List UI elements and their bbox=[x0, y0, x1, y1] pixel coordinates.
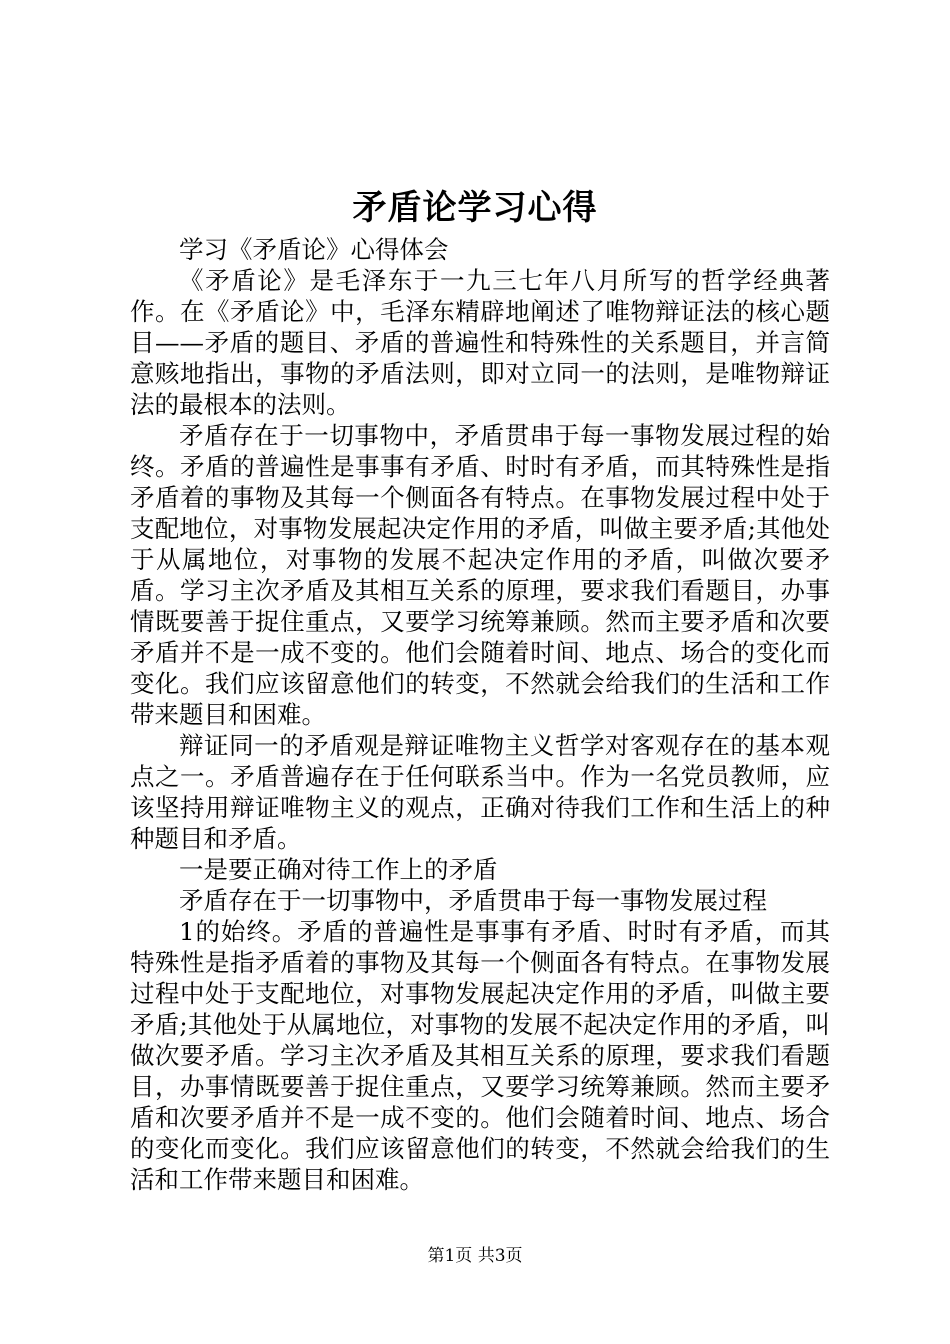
paragraph-dialectic: 辩证同一的矛盾观是辩证唯物主义哲学对客观存在的基本观点之一。矛盾普遍存在于任何联系当中。作为一名党员教师，应该坚持用辩证唯物主义的观点，正确对待我们工作和生活上的种种题目和矛盾。 bbox=[130, 731, 830, 853]
paragraph-repeat-body: 1的始终。矛盾的普遍性是事事有矛盾、时时有矛盾，而其特殊性是指矛盾着的事物及其每一个侧面各有特点。在事物发展过程中处于支配地位，对事物发展起决定作用的矛盾，叫做主要矛盾;其他处于从属地位，对事物的发展不起决定作用的矛盾，叫做次要矛盾。学习主次矛盾及其相互关系的原理，要求我们看题目，办事情既要善于捉住重点，又要学习统筹兼顾。然而主要矛盾和次要矛盾并不是一成不变的。他们会随着时间、地点、场合的变化而变化。我们应该留意他们的转变，不然就会给我们的生活和工作带来题目和困难。 bbox=[130, 917, 830, 1194]
paragraph-subtitle: 学习《矛盾论》心得体会 bbox=[179, 235, 449, 264]
paragraph-repeat-start: 矛盾存在于一切事物中，矛盾贯串于每一事物发展过程 bbox=[179, 886, 767, 915]
paragraph-contradiction: 矛盾存在于一切事物中，矛盾贯串于每一事物发展过程的始终。矛盾的普遍性是事事有矛盾、时时有矛盾，而其特殊性是指矛盾着的事物及其每一个侧面各有特点。在事物发展过程中处于支配地位，对事物发展起决定作用的矛盾，叫做主要矛盾;其他处于从属地位，对事物的发展不起决定作用的矛盾，叫做次要矛盾。学习主次矛盾及其相互关系的原理，要求我们看题目，办事情既要善于捉住重点，又要学习统筹兼顾。然而主要矛盾和次要矛盾并不是一成不变的。他们会随着时间、地点、场合的变化而变化。我们应该留意他们的转变，不然就会给我们的生活和工作带来题目和困难。 bbox=[130, 421, 830, 729]
paragraph-heading-work: 一是要正确对待工作上的矛盾 bbox=[179, 855, 498, 884]
page-footer: 第1页 共3页 bbox=[427, 1246, 523, 1266]
paragraph-intro: 《矛盾论》是毛泽东于一九三七年八月所写的哲学经典著作。在《矛盾论》中，毛泽东精辟地阐述了唯物辩证法的核心题目——矛盾的题目、矛盾的普遍性和特殊性的关系题目，并言简意赅地指出，事物的矛盾法则，即对立同一的法则，是唯物辩证法的最根本的法则。 bbox=[130, 266, 830, 419]
document-body bbox=[130, 234, 830, 1195]
document-title: 矛盾论学习心得 bbox=[352, 188, 598, 228]
